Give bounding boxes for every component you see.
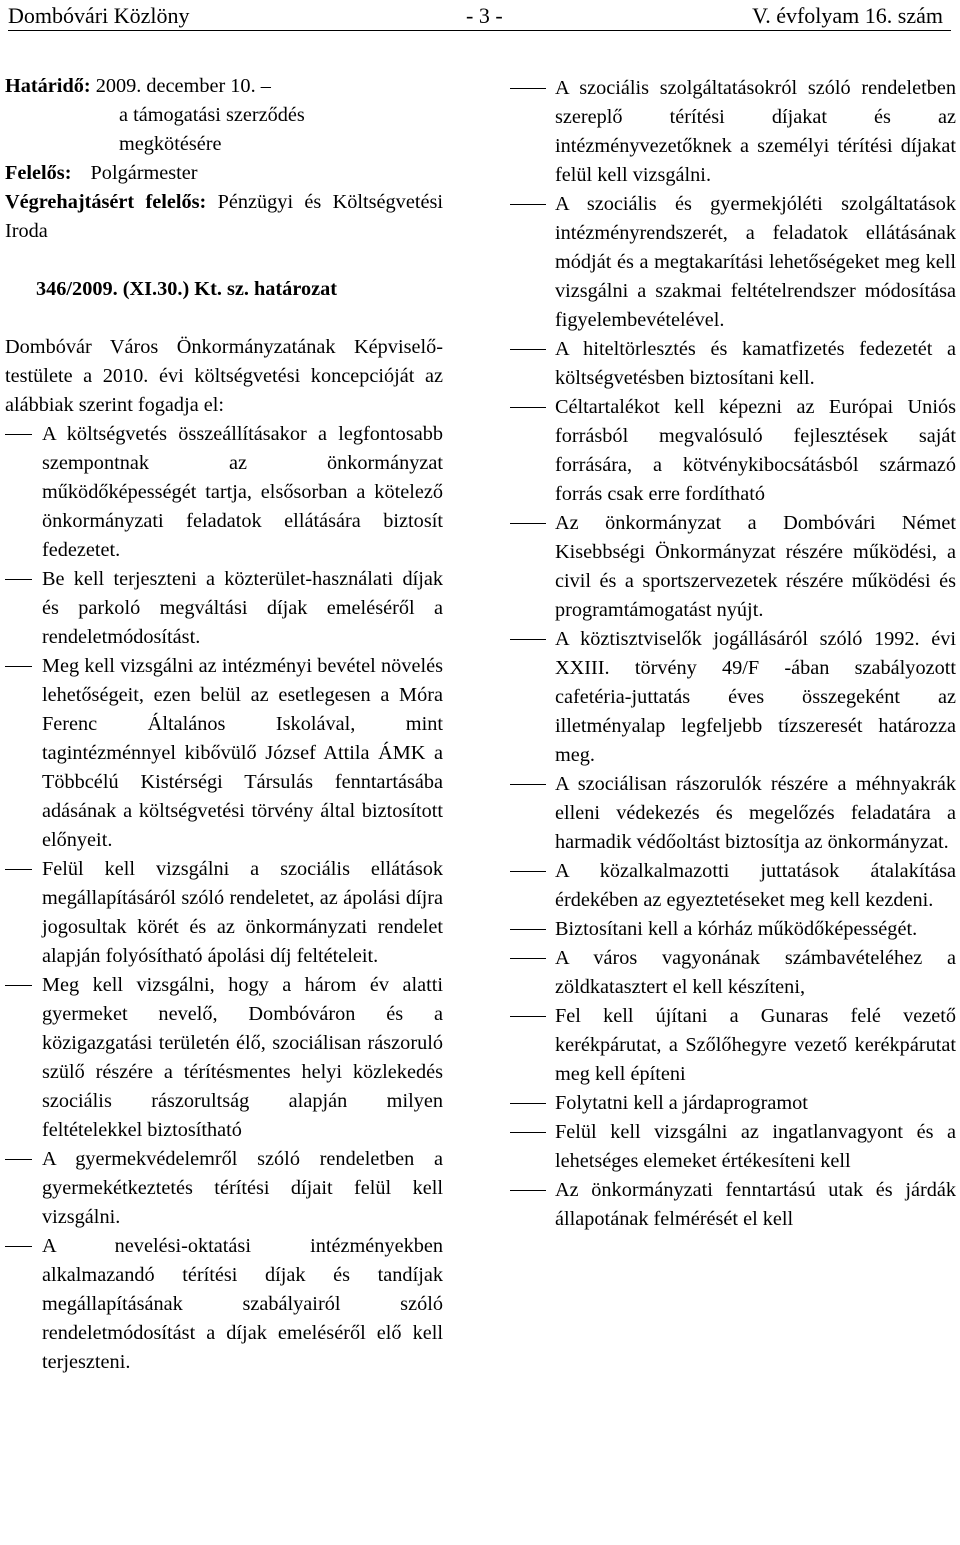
- list-item-text: Meg kell vizsgálni, hogy a három év alatti gyermeket nevelő, Dombóváron és a közigazgatási területén élő, szociálisan rászoruló szülő részére a térítésmentes helyi közlekedés szociális rászorultság alapján milyen feltételekkel biztosítható: [42, 974, 443, 1141]
- responsible-label: Felelős:: [5, 162, 72, 184]
- deadline-label: Határidő:: [5, 75, 91, 97]
- publication-title: Dombóvári Közlöny: [8, 3, 190, 28]
- list-item-text: Felül kell vizsgálni az ingatlanvagyont és a lehetséges elemeket értékesíteni kell: [555, 1121, 956, 1172]
- list-item: [510, 857, 956, 915]
- page-number: - 3 -: [466, 3, 503, 28]
- dash-bullet-icon: [510, 639, 546, 640]
- dash-bullet-icon: [510, 407, 546, 408]
- deadline-line-3: megkötésére: [119, 133, 222, 155]
- list-item: [510, 1089, 956, 1118]
- list-item-text: A költségvetés összeállításakor a legfontosabb szempontnak az önkormányzat működőképességét tartja, elsősorban a kötelező önkormányzati feladatok ellátására biztosít fedezetet.: [42, 423, 443, 561]
- list-item-text: Fel kell újítani a Gunaras felé vezető kerékpárutat, a Szőlőhegyre vezető kerékpárutat meg kell építeni: [555, 1005, 956, 1085]
- executor-line: [5, 188, 443, 246]
- list-item: [510, 74, 956, 190]
- list-item: [510, 1002, 956, 1089]
- list-item-text: Meg kell vizsgálni az intézményi bevétel növelés lehetőségeit, ezen belül az esetlegesen a Móra Ferenc Általános Iskolával, mint tagintézménnyel kibővülő József Attila ÁMK a Többcélú Kistérségi Társulás fenntartásába adásának a költségvetési törvény által biztosított előnyeit.: [42, 655, 443, 851]
- dash-bullet-icon: [510, 929, 546, 930]
- dash-bullet-icon: [5, 869, 32, 870]
- list-item-text: Biztosítani kell a kórház működőképességét.: [555, 918, 918, 940]
- list-item: [510, 625, 956, 770]
- list-item: [510, 190, 956, 335]
- list-item-text: A köztisztviselők jogállásáról szóló 1992. évi XXIII. törvény 49/F -ában szabályozott cafetéria-juttatás éves összegeként az illetményalap legfeljebb tízszeresét határozza meg.: [555, 628, 956, 766]
- resolution-number: 346/2009. (XI.30.) Kt. sz. határozat: [36, 278, 337, 300]
- volume-issue: V. évfolyam 16. szám: [752, 3, 943, 28]
- list-item-text: A szociális szolgáltatásokról szóló rendeletben szereplő térítési díjakat és az intézményvezetőknek a személyi térítési díjakat felül kell vizsgálni.: [555, 77, 956, 186]
- dash-bullet-icon: [5, 666, 32, 667]
- list-item-text: Az önkormányzat a Dombóvári Német Kisebbségi Önkormányzat részére működési, a civil és a sportszervezetek részére működési és programtámogatást nyújt.: [555, 512, 956, 621]
- right-item-list: [510, 74, 956, 1234]
- dash-bullet-icon: [5, 1159, 32, 1160]
- list-item-text: Be kell terjeszteni a közterület-használati díjak és parkoló megváltási díjak emeléséről a rendeletmódosítást.: [42, 568, 443, 648]
- responsible-value: Polgármester: [90, 162, 198, 184]
- list-item-text: A közalkalmazotti juttatások átalakítása érdekében az egyeztetéseket meg kell kezdeni.: [555, 860, 956, 911]
- list-item: [510, 509, 956, 625]
- list-item-text: A hiteltörlesztés és kamatfizetés fedezetét a költségvetésben biztosítani kell.: [555, 338, 956, 389]
- list-item: [5, 652, 443, 855]
- running-header: [8, 2, 951, 31]
- dash-bullet-icon: [510, 1103, 546, 1104]
- dash-bullet-icon: [510, 349, 546, 350]
- list-item: [5, 565, 443, 652]
- list-item: [510, 1176, 956, 1234]
- dash-bullet-icon: [5, 434, 32, 435]
- dash-bullet-icon: [510, 204, 546, 205]
- executor-value: Pénzügyi és Költségvetési Iroda: [5, 191, 443, 242]
- list-item: [510, 944, 956, 1002]
- list-item-text: A nevelési-oktatási intézményekben alkalmazandó térítési díjak és tandíjak megállapításának szabályairól szóló rendeletmódosítást a díjak emeléséről elő kell terjeszteni.: [42, 1235, 443, 1373]
- dash-bullet-icon: [510, 784, 546, 785]
- responsible-line: [5, 159, 443, 188]
- list-item: [510, 393, 956, 509]
- list-item: [5, 1145, 443, 1232]
- dash-bullet-icon: [510, 1190, 546, 1191]
- dash-bullet-icon: [510, 1132, 546, 1133]
- list-item: [510, 1118, 956, 1176]
- list-item: [510, 770, 956, 857]
- right-column: [510, 74, 956, 1234]
- dash-bullet-icon: [510, 1016, 546, 1017]
- list-item: [510, 335, 956, 393]
- dash-bullet-icon: [5, 579, 32, 580]
- intro-paragraph: Dombóvár Város Önkormányzatának Képviselő-testülete a 2010. évi költségvetési koncepcióját az alábbiak szerint fogadja el:: [5, 336, 443, 416]
- list-item: [5, 971, 443, 1145]
- dash-bullet-icon: [5, 1246, 32, 1247]
- list-item-text: Felül kell vizsgálni a szociális ellátások megállapításáról szóló rendeletet, az ápolási díjra jogosultak körét és az önkormányzati rendelet alapján folyósítható ápolási díj feltételeit.: [42, 858, 443, 967]
- deadline-line-2: a támogatási szerződés: [119, 104, 305, 126]
- dash-bullet-icon: [510, 523, 546, 524]
- list-item: [5, 855, 443, 971]
- deadline-line: [5, 72, 443, 101]
- list-item-text: Az önkormányzati fenntartású utak és járdák állapotának felmérését el kell: [555, 1179, 956, 1230]
- list-item-text: A város vagyonának számbavételéhez a zöldkatasztert el kell készíteni,: [555, 947, 956, 998]
- list-item-text: A szociális és gyermekjóléti szolgáltatások intézményrendszerét, a feladatok ellátásának módját és a megtakarítási lehetőségeket meg kell vizsgálni a szakmai feltételrendszer módosítása figyelembevételével.: [555, 193, 956, 331]
- dash-bullet-icon: [510, 871, 546, 872]
- list-item-text: Céltartalékot kell képezni az Európai Uniós forrásból megvalósuló fejlesztések saját forrására, a kötvénykibocsátásból származó forrás csak erre fordítható: [555, 396, 956, 505]
- list-item: [5, 1232, 443, 1377]
- dash-bullet-icon: [510, 88, 546, 89]
- dash-bullet-icon: [5, 985, 32, 986]
- list-item-text: Folytatni kell a járdaprogramot: [555, 1092, 808, 1114]
- left-item-list: [5, 420, 443, 1377]
- list-item-text: A gyermekvédelemről szóló rendeletben a gyermekétkeztetés térítési díjait felül kell vizsgálni.: [42, 1148, 443, 1228]
- deadline-value: 2009. december 10. –: [95, 75, 271, 97]
- executor-label: Végrehajtásért felelős:: [5, 191, 207, 213]
- list-item: [5, 420, 443, 565]
- list-item: [510, 915, 956, 944]
- left-column: [5, 72, 443, 1377]
- dash-bullet-icon: [510, 958, 546, 959]
- list-item-text: A szociálisan rászorulók részére a méhnyakrák elleni védekezés és megelőzés feladatára a harmadik védőoltást biztosítja az önkormányzat.: [555, 773, 956, 853]
